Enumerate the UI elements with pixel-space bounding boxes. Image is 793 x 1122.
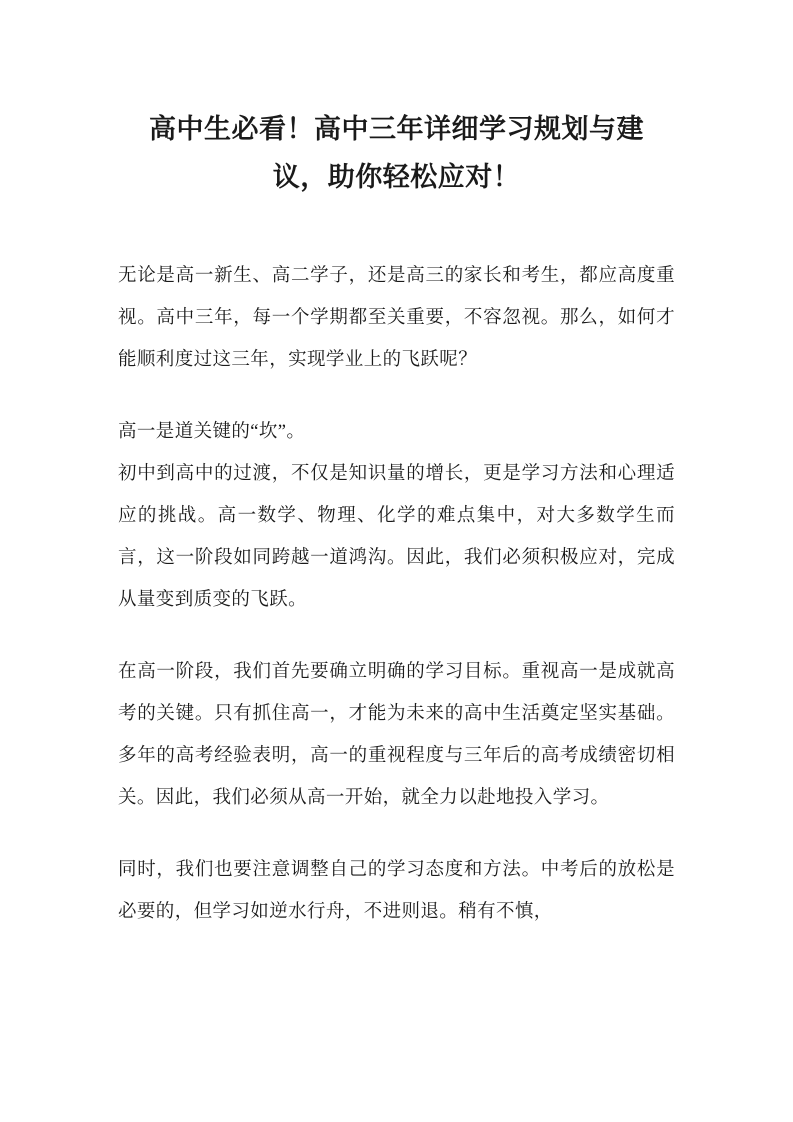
- paragraph-line: 高一是道关键的“坎”。: [118, 422, 306, 442]
- paragraph-line: 无论是高一新生、高二学子，还是高三的家长和考生，都应高度重视。高中三年，每一个学期都至关重要，不容忽视。那么，如何才能顺利度过这三年，实现学业上的飞跃呢？: [118, 266, 675, 370]
- paragraph-line: 初中到高中的过渡，不仅是知识量的增长，更是学习方法和心理适应的挑战。高一数学、物理、化学的难点集中，对大多数学生而言，这一阶段如同跨越一道鸿沟。因此，我们必须积极应对，完成从量变到质变的飞跃。: [118, 464, 675, 610]
- paragraph-intro: [118, 255, 675, 381]
- paragraph-grade-one-hurdle: [118, 411, 675, 621]
- paragraph-grade-one-goal: [118, 651, 675, 819]
- paragraph-line: 在高一阶段，我们首先要确立明确的学习目标。重视高一是成就高考的关键。只有抓住高一，才能为未来的高中生活奠定坚实基础。多年的高考经验表明，高一的重视程度与三年后的高考成绩密切相关。因此，我们必须从高一开始，就全力以赴地投入学习。: [118, 662, 675, 808]
- page-title: 高中生必看！高中三年详细学习规划与建议，助你轻松应对！: [149, 114, 644, 192]
- paragraph-line: 同时，我们也要注意调整自己的学习态度和方法。中考后的放松是必要的，但学习如逆水行舟，不进则退。稍有不慎，: [118, 860, 675, 922]
- paragraph-attitude-method: [118, 849, 675, 933]
